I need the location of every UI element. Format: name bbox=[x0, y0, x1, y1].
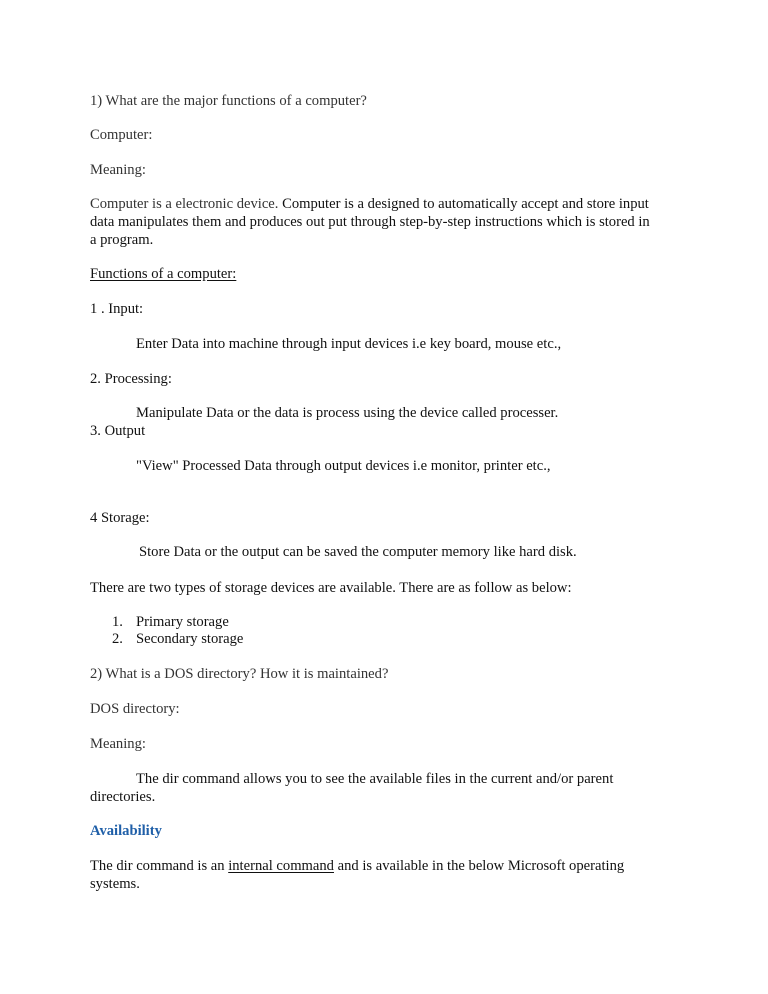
list-item-label: Primary storage bbox=[136, 614, 229, 630]
topic-dos-directory: DOS directory: bbox=[90, 701, 180, 717]
availability-line-1 bbox=[90, 857, 624, 876]
topic-computer: Computer: bbox=[90, 127, 153, 143]
functions-heading: Functions of a computer: bbox=[90, 266, 237, 282]
definition-line-2: data manipulates them and produces out put through step-by-step instructions which is stored in bbox=[90, 214, 650, 230]
function-desc-storage: Store Data or the output can be saved the computer memory like hard disk. bbox=[139, 544, 577, 560]
function-title-processing: 2. Processing: bbox=[90, 371, 172, 387]
function-desc-processing: Manipulate Data or the data is process using the device called processer. bbox=[136, 405, 559, 421]
dos-meaning-line-2: directories. bbox=[90, 789, 156, 805]
function-desc-output: "View" Processed Data through output devices i.e monitor, printer etc., bbox=[136, 458, 551, 474]
availability-line-2: systems. bbox=[90, 876, 140, 892]
definition-line-1-rest: Computer is a designed to automatically accept and store input bbox=[278, 196, 649, 212]
meaning-label-2: Meaning: bbox=[90, 736, 146, 752]
list-item-label: Secondary storage bbox=[136, 631, 244, 647]
function-title-output: 3. Output bbox=[90, 423, 146, 439]
function-desc-input: Enter Data into machine through input devices i.e key board, mouse etc., bbox=[136, 336, 562, 352]
availability-heading: Availability bbox=[90, 823, 162, 839]
storage-intro: There are two types of storage devices are available. There are as follow as below: bbox=[90, 580, 572, 596]
definition-line-3: a program. bbox=[90, 232, 154, 248]
availability-post: and is available in the below Microsoft operating bbox=[333, 858, 625, 874]
list-item-number: 2. bbox=[112, 631, 123, 647]
definition-lead: Computer is a electronic device. bbox=[90, 196, 279, 212]
question-2: 2) What is a DOS directory? How it is maintained? bbox=[90, 666, 389, 682]
internal-command-link[interactable]: internal command bbox=[228, 858, 334, 874]
function-title-input: 1 . Input: bbox=[90, 301, 144, 317]
function-title-storage: 4 Storage: bbox=[90, 510, 150, 526]
question-1: 1) What are the major functions of a computer? bbox=[90, 93, 367, 109]
dos-meaning-line-1: The dir command allows you to see the available files in the current and/or parent bbox=[136, 771, 614, 787]
list-item-number: 1. bbox=[112, 614, 123, 630]
definition-line-1 bbox=[90, 195, 649, 214]
availability-pre: The dir command is an bbox=[90, 858, 229, 874]
meaning-label-1: Meaning: bbox=[90, 162, 146, 178]
